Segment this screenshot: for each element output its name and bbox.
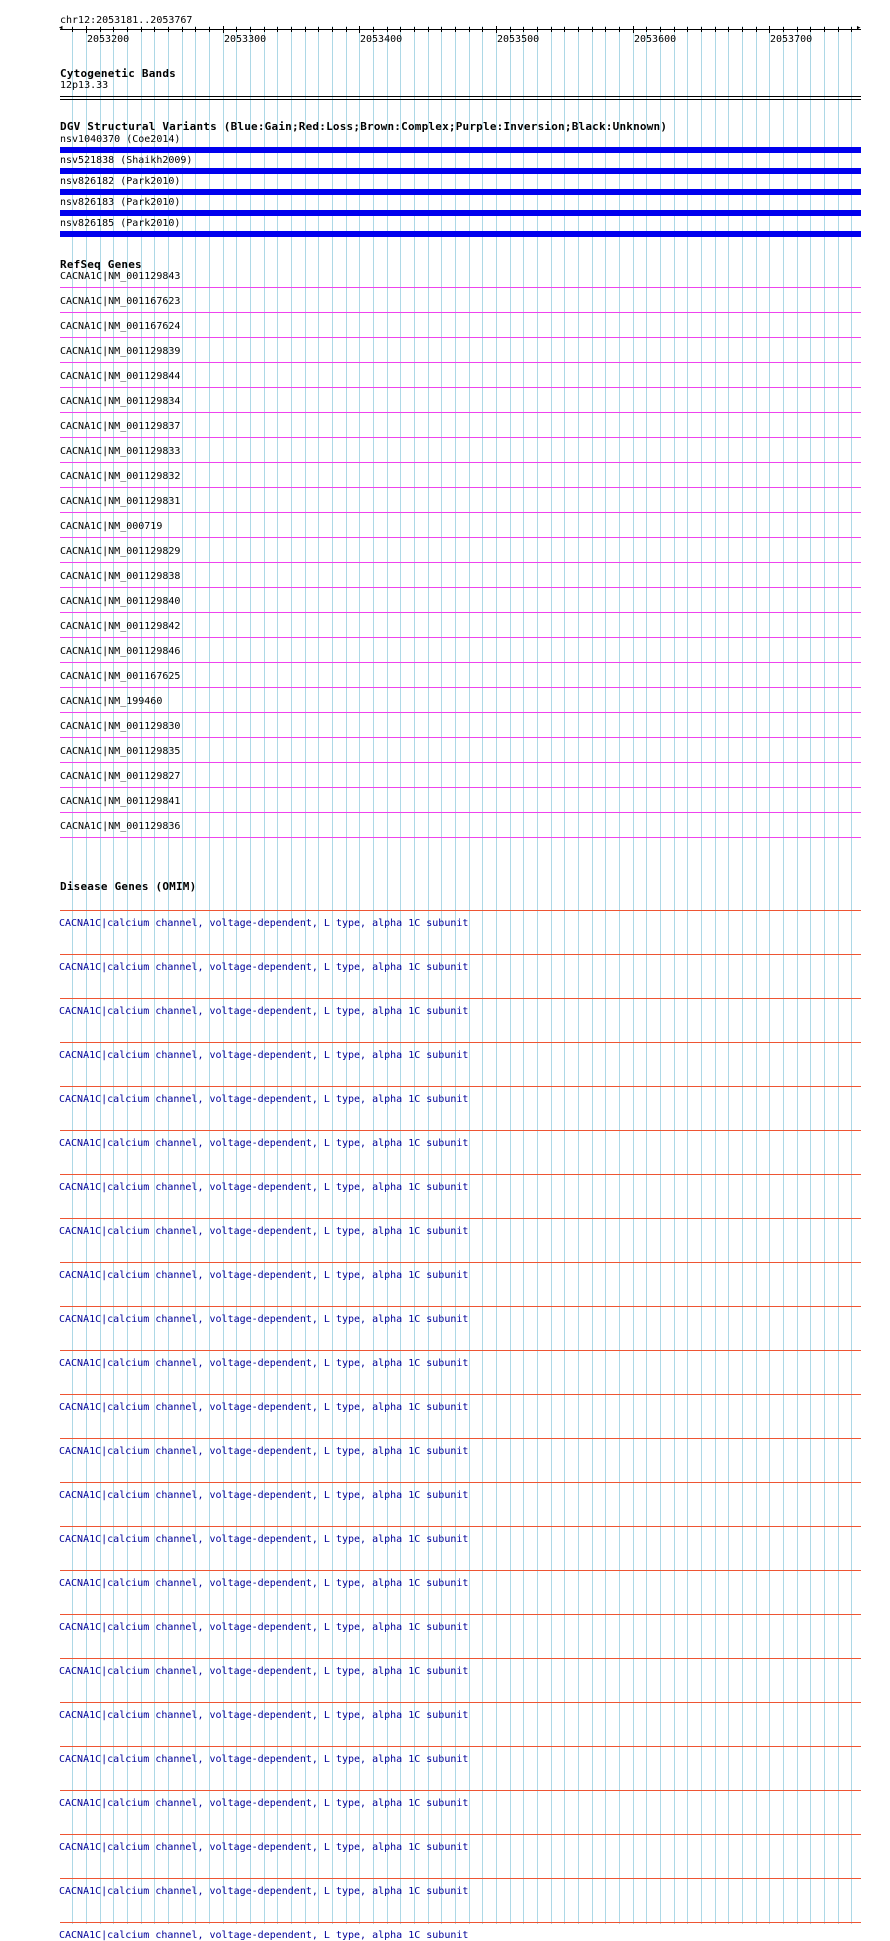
ruler-baseline [60,29,861,30]
dgv-variant-bar[interactable] [60,147,861,153]
ruler-minor-tick [742,27,743,32]
refseq-gene-line[interactable] [60,512,861,513]
ruler-minor-tick [387,27,388,32]
omim-gene-label[interactable]: CACNA1C|calcium channel, voltage-dependent, L type, alpha 1C subunit [59,1182,469,1193]
ruler-major-tick [496,26,497,33]
refseq-gene-line[interactable] [60,337,861,338]
refseq-gene-label[interactable]: CACNA1C|NM_001129827 [60,771,181,782]
refseq-gene-label[interactable]: CACNA1C|NM_001129831 [60,496,181,507]
refseq-gene-line[interactable] [60,837,861,838]
ruler-tick-label: 2053200 [87,34,130,45]
refseq-gene-line[interactable] [60,562,861,563]
refseq-gene-line[interactable] [60,812,861,813]
ruler-major-tick [359,26,360,33]
omim-gene-line[interactable] [60,1042,861,1043]
omim-gene-line[interactable] [60,1790,861,1791]
refseq-gene-line[interactable] [60,787,861,788]
ruler-minor-tick [482,27,483,32]
ruler-minor-tick [209,27,210,32]
ruler-tick-label: 2053300 [224,34,267,45]
refseq-gene-label[interactable]: CACNA1C|NM_001129838 [60,571,181,582]
ruler-minor-tick [469,27,470,32]
dgv-variant-label[interactable]: nsv521838 (Shaikh2009) [60,155,193,166]
omim-gene-line[interactable] [60,1174,861,1175]
ruler-minor-tick [168,27,169,32]
ruler-minor-tick [264,27,265,32]
refseq-gene-label[interactable]: CACNA1C|NM_199460 [60,696,163,707]
dgv-variant-bar[interactable] [60,168,861,174]
omim-gene-line[interactable] [60,1350,861,1351]
refseq-gene-label[interactable]: CACNA1C|NM_001129830 [60,721,181,732]
omim-gene-line[interactable] [60,1438,861,1439]
refseq-gene-label[interactable]: CACNA1C|NM_001167623 [60,296,181,307]
refseq-gene-line[interactable] [60,462,861,463]
dgv-variant-label[interactable]: nsv826182 (Park2010) [60,176,181,187]
omim-gene-label[interactable]: CACNA1C|calcium channel, voltage-dependent, L type, alpha 1C subunit [59,1094,469,1105]
omim-gene-label[interactable]: CACNA1C|calcium channel, voltage-dependent, L type, alpha 1C subunit [59,1446,469,1457]
refseq-track-title: RefSeq Genes [60,258,142,271]
refseq-gene-label[interactable]: CACNA1C|NM_001129841 [60,796,181,807]
ruler-minor-tick [305,27,306,32]
omim-gene-label[interactable]: CACNA1C|calcium channel, voltage-dependent, L type, alpha 1C subunit [59,1490,469,1501]
omim-gene-label[interactable]: CACNA1C|calcium channel, voltage-dependent, L type, alpha 1C subunit [59,1886,469,1897]
ruler-minor-tick [715,27,716,32]
omim-gene-line[interactable] [60,1570,861,1571]
ruler-minor-tick [277,27,278,32]
refseq-gene-label[interactable]: CACNA1C|NM_001167625 [60,671,181,682]
omim-gene-label[interactable]: CACNA1C|calcium channel, voltage-dependent, L type, alpha 1C subunit [59,962,469,973]
refseq-gene-line[interactable] [60,587,861,588]
refseq-gene-label[interactable]: CACNA1C|NM_001129832 [60,471,181,482]
refseq-gene-label[interactable]: CACNA1C|NM_001129836 [60,821,181,832]
refseq-gene-label[interactable]: CACNA1C|NM_000719 [60,521,163,532]
ruler-minor-tick [551,27,552,32]
ruler-minor-tick [605,27,606,32]
omim-gene-line[interactable] [60,1262,861,1263]
refseq-gene-line[interactable] [60,362,861,363]
ruler-minor-tick [441,27,442,32]
region-label: chr12:2053181..2053767 [60,15,193,26]
ruler-minor-tick [236,27,237,32]
ruler-minor-tick [332,27,333,32]
omim-gene-line[interactable] [60,1658,861,1659]
ruler-minor-tick [646,27,647,32]
refseq-gene-label[interactable]: CACNA1C|NM_001129843 [60,271,181,282]
refseq-gene-line[interactable] [60,712,861,713]
dgv-variant-label[interactable]: nsv826183 (Park2010) [60,197,181,208]
refseq-gene-label[interactable]: CACNA1C|NM_001129842 [60,621,181,632]
refseq-gene-line[interactable] [60,287,861,288]
omim-gene-label[interactable]: CACNA1C|calcium channel, voltage-dependent, L type, alpha 1C subunit [59,1006,469,1017]
refseq-gene-line[interactable] [60,387,861,388]
ruler-minor-tick [428,27,429,32]
omim-gene-line[interactable] [60,1130,861,1131]
omim-gene-label[interactable]: CACNA1C|calcium channel, voltage-dependent, L type, alpha 1C subunit [59,1578,469,1589]
omim-gene-label[interactable]: CACNA1C|calcium channel, voltage-dependent, L type, alpha 1C subunit [59,918,469,929]
ruler-minor-tick [537,27,538,32]
ruler-minor-tick [783,27,784,32]
ruler-minor-tick [523,27,524,32]
refseq-gene-label[interactable]: CACNA1C|NM_001129834 [60,396,181,407]
omim-gene-label[interactable]: CACNA1C|calcium channel, voltage-dependent, L type, alpha 1C subunit [59,1358,469,1369]
omim-gene-label[interactable]: CACNA1C|calcium channel, voltage-dependent, L type, alpha 1C subunit [59,1050,469,1061]
ruler-minor-tick [455,27,456,32]
ruler-minor-tick [592,27,593,32]
ruler-separator-bottom [60,99,861,100]
dgv-variant-bar[interactable] [60,210,861,216]
omim-gene-line[interactable] [60,1306,861,1307]
dgv-variant-bar[interactable] [60,231,861,237]
refseq-gene-label[interactable]: CACNA1C|NM_001129835 [60,746,181,757]
omim-track-title: Disease Genes (OMIM) [60,880,197,893]
ruler-minor-tick [660,27,661,32]
ruler-minor-tick [510,27,511,32]
ruler-tick-label: 2053700 [770,34,813,45]
ruler-minor-tick [824,27,825,32]
omim-gene-line[interactable] [60,1526,861,1527]
ruler-major-tick [223,26,224,33]
ruler-major-tick [86,26,87,33]
refseq-gene-label[interactable]: CACNA1C|NM_001129829 [60,546,181,557]
refseq-gene-label[interactable]: CACNA1C|NM_001129846 [60,646,181,657]
ruler-arrow-left: ◂ [58,23,64,33]
omim-gene-line[interactable] [60,954,861,955]
ruler-minor-tick [318,27,319,32]
omim-gene-line[interactable] [60,1086,861,1087]
ruler-minor-tick [810,27,811,32]
refseq-gene-label[interactable]: CACNA1C|NM_001129840 [60,596,181,607]
refseq-gene-line[interactable] [60,437,861,438]
omim-gene-line[interactable] [60,1218,861,1219]
ruler-minor-tick [250,27,251,32]
ruler-minor-tick [851,27,852,32]
refseq-gene-line[interactable] [60,762,861,763]
ruler-minor-tick [182,27,183,32]
ruler-minor-tick [414,27,415,32]
refseq-gene-label[interactable]: CACNA1C|NM_001129844 [60,371,181,382]
omim-gene-line[interactable] [60,1746,861,1747]
omim-gene-line[interactable] [60,1394,861,1395]
refseq-gene-line[interactable] [60,312,861,313]
omim-gene-line[interactable] [60,1482,861,1483]
ruler-separator-top [60,96,861,97]
omim-gene-label[interactable]: CACNA1C|calcium channel, voltage-dependent, L type, alpha 1C subunit [59,1798,469,1809]
ruler-major-tick [769,26,770,33]
ruler-minor-tick [564,27,565,32]
ruler-minor-tick [797,27,798,32]
refseq-gene-label[interactable]: CACNA1C|NM_001129833 [60,446,181,457]
ruler-minor-tick [701,27,702,32]
refseq-gene-line[interactable] [60,537,861,538]
ruler-minor-tick [756,27,757,32]
ruler-minor-tick [346,27,347,32]
ruler-arrow-right: ▸ [856,23,862,33]
cytoband-track-title: Cytogenetic Bands [60,67,176,80]
dgv-variant-label[interactable]: nsv826185 (Park2010) [60,218,181,229]
refseq-gene-label[interactable]: CACNA1C|NM_001129837 [60,421,181,432]
omim-gene-label[interactable]: CACNA1C|calcium channel, voltage-dependent, L type, alpha 1C subunit [59,1930,469,1941]
omim-gene-line[interactable] [60,1878,861,1879]
dgv-variant-label[interactable]: nsv1040370 (Coe2014) [60,134,181,145]
refseq-gene-line[interactable] [60,487,861,488]
refseq-gene-line[interactable] [60,612,861,613]
omim-gene-label[interactable]: CACNA1C|calcium channel, voltage-dependent, L type, alpha 1C subunit [59,1534,469,1545]
omim-gene-line[interactable] [60,910,861,911]
omim-gene-label[interactable]: CACNA1C|calcium channel, voltage-dependent, L type, alpha 1C subunit [59,1710,469,1721]
ruler-minor-tick [141,27,142,32]
ruler-minor-tick [100,27,101,32]
omim-gene-line[interactable] [60,1702,861,1703]
omim-gene-label[interactable]: CACNA1C|calcium channel, voltage-dependent, L type, alpha 1C subunit [59,1842,469,1853]
refseq-gene-label[interactable]: CACNA1C|NM_001167624 [60,321,181,332]
ruler-minor-tick [195,27,196,32]
ruler-minor-tick [619,27,620,32]
omim-gene-line[interactable] [60,1614,861,1615]
omim-gene-label[interactable]: CACNA1C|calcium channel, voltage-dependent, L type, alpha 1C subunit [59,1622,469,1633]
ruler-tick-label: 2053600 [634,34,677,45]
ruler-minor-tick [400,27,401,32]
ruler-minor-tick [127,27,128,32]
omim-gene-label[interactable]: CACNA1C|calcium channel, voltage-dependent, L type, alpha 1C subunit [59,1138,469,1149]
ruler-minor-tick [291,27,292,32]
omim-gene-line[interactable] [60,1922,861,1923]
ruler-minor-tick [72,27,73,32]
ruler-minor-tick [728,27,729,32]
refseq-gene-label[interactable]: CACNA1C|NM_001129839 [60,346,181,357]
refseq-gene-line[interactable] [60,662,861,663]
ruler-major-tick [633,26,634,33]
ruler-minor-tick [373,27,374,32]
omim-gene-line[interactable] [60,1834,861,1835]
omim-gene-label[interactable]: CACNA1C|calcium channel, voltage-dependent, L type, alpha 1C subunit [59,1270,469,1281]
omim-gene-line[interactable] [60,998,861,999]
omim-gene-label[interactable]: CACNA1C|calcium channel, voltage-dependent, L type, alpha 1C subunit [59,1314,469,1325]
dgv-track-title: DGV Structural Variants (Blue:Gain;Red:Loss;Brown:Complex;Purple:Inversion;Black:Unknown) [60,120,668,133]
ruler-tick-label: 2053500 [497,34,540,45]
omim-gene-label[interactable]: CACNA1C|calcium channel, voltage-dependent, L type, alpha 1C subunit [59,1226,469,1237]
cytoband-label[interactable]: 12p13.33 [60,80,109,91]
refseq-gene-line[interactable] [60,412,861,413]
ruler-minor-tick [838,27,839,32]
ruler-minor-tick [674,27,675,32]
refseq-gene-line[interactable] [60,637,861,638]
omim-gene-label[interactable]: CACNA1C|calcium channel, voltage-dependent, L type, alpha 1C subunit [59,1754,469,1765]
ruler-minor-tick [113,27,114,32]
refseq-gene-line[interactable] [60,687,861,688]
refseq-gene-line[interactable] [60,737,861,738]
ruler-minor-tick [154,27,155,32]
ruler-tick-label: 2053400 [360,34,403,45]
omim-gene-label[interactable]: CACNA1C|calcium channel, voltage-dependent, L type, alpha 1C subunit [59,1666,469,1677]
ruler-minor-tick [578,27,579,32]
ruler-minor-tick [687,27,688,32]
omim-gene-label[interactable]: CACNA1C|calcium channel, voltage-dependent, L type, alpha 1C subunit [59,1402,469,1413]
dgv-variant-bar[interactable] [60,189,861,195]
